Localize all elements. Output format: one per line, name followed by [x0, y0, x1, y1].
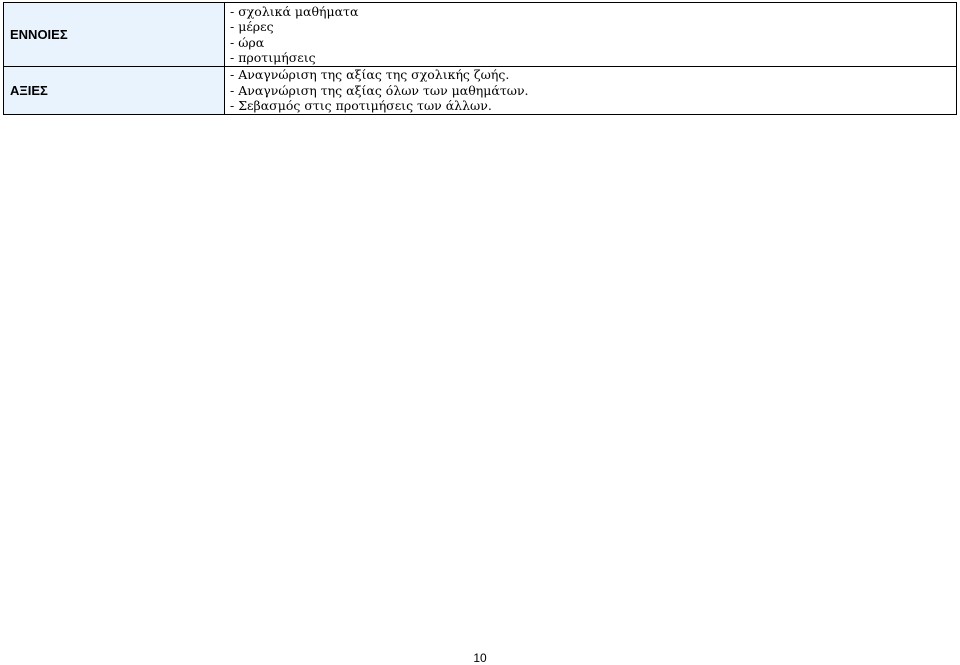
list-item: - Αναγνώριση της αξίας όλων των μαθημάτων. [230, 82, 529, 98]
row-content-values [225, 67, 957, 115]
list-item: - μέρες [230, 19, 274, 34]
list-item: - Σεβασμός στις προτιμήσεις των άλλων. [230, 98, 492, 114]
values-list [230, 67, 956, 114]
row-label-values: ΑΞΙΕΣ [4, 67, 225, 115]
concepts-list [230, 4, 956, 66]
row-content-concepts [225, 3, 957, 67]
row-label-concepts: ΕΝΝΟΙΕΣ [4, 3, 225, 67]
list-item: - σχολικά μαθήματα [230, 3, 359, 19]
list-item: - προτιμήσεις [230, 50, 316, 65]
list-item: - Αναγνώριση της αξίας της σχολικής ζωής. [230, 67, 510, 83]
list-item: - ώρα [230, 34, 265, 50]
table-row-concepts [4, 3, 957, 67]
concepts-values-table [3, 2, 957, 115]
table-row-values [4, 67, 957, 115]
page-number: 10 [473, 651, 487, 665]
